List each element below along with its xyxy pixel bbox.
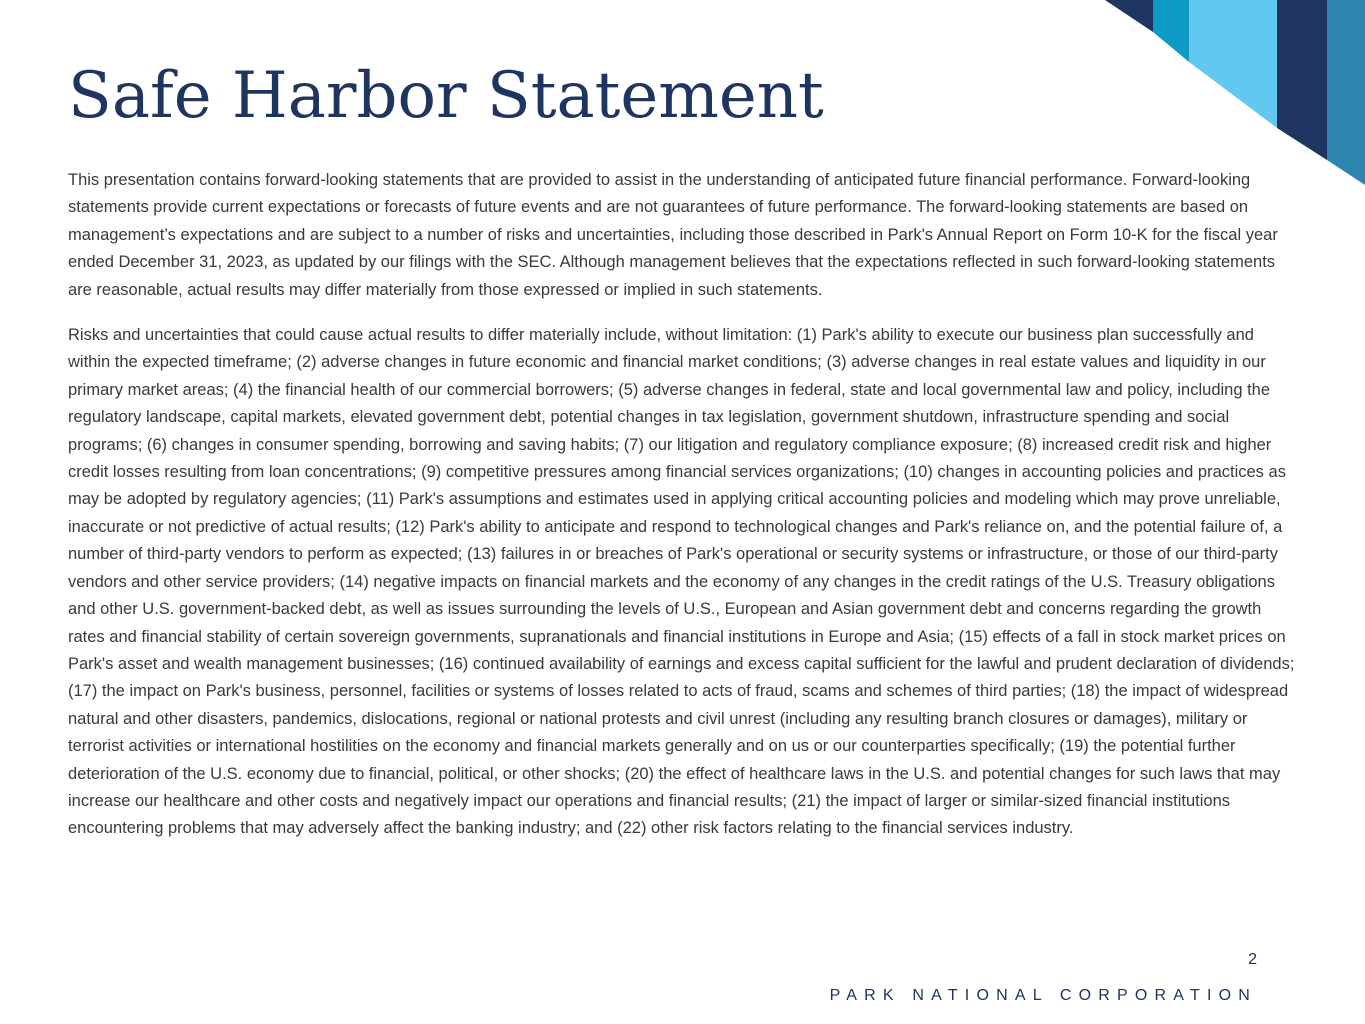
forward-looking-paragraph: This presentation contains forward-looking statements that are provided to assist in the understanding of anticipated future financial performance. Forward-looking statements provide current expectations or forecasts of future events and are not guarantees of future performance. The forward-looking statements are based on management’s expectations and are subject to a number of risks and uncertainties, including those described in Park's Annual Report on Form 10-K for the fiscal year ended December 31, 2023, as updated by our filings with the SEC. Although management believes that the expectations reflected in such forward-looking statements are reasonable, actual results may differ materially from those expressed or implied in such statements.	[68, 171, 1278, 299]
risks-paragraph: Risks and uncertainties that could cause actual results to differ materially include, without limitation: (1) Park's ability to execute our business plan successfully and within the expected timeframe; (2) adverse changes in future economic and financial market conditions; (3) adverse changes in real estate values and liquidity in our primary market areas; (4) the financial health of our commercial borrowers; (5) adverse changes in federal, state and local governmental law and policy, including the regulatory landscape, capital markets, elevated government debt, potential changes in tax legislation, government shutdown, infrastructure spending and social programs; (6) changes in consumer spending, borrowing and saving habits; (7) our litigation and regulatory compliance exposure; (8) increased credit risk and higher credit losses resulting from loan concentrations; (9) competitive pressures among financial services organizations; (10) changes in accounting policies and practices as may be adopted by regulatory agencies; (11) Park's assumptions and estimates used in applying critical accounting policies and modeling which may prove unreliable, inaccurate or not predictive of actual results; (12) Park's ability to anticipate and respond to technological changes and Park's reliance on, and the potential failure of, a number of third-party vendors to perform as expected; (13) failures in or breaches of Park's operational or security systems or infrastructure, or those of our third-party vendors and other service providers; (14) negative impacts on financial markets and the economy of any changes in the credit ratings of the U.S. Treasury obligations and other U.S. government-backed debt, as well as issues surrounding the levels of U.S., European and Asian government debt and concerns regarding the growth rates and financial stability of certain sovereign governments, supranationals and financial institutions in Europe and Asia; (15) effects of a fall in stock market prices on Park's asset and wealth management businesses; (16) continued availability of earnings and excess capital sufficient for the lawful and prudent declaration of dividends; (17) the impact on Park's business, personnel, facilities or systems of losses related to acts of fraud, scams and schemes of third parties; (18) the impact of widespread natural and other disasters, pandemics, dislocations, regional or national protests and civil unrest (including any resulting branch closures or damages), military or terrorist activities or international hostilities on the economy and financial markets generally and on us or our counterparties specifically; (19) the potential further deterioration of the U.S. economy due to financial, political, or other shocks; (20) the effect of healthcare laws in the U.S. and potential changes for such laws that may increase our healthcare and other costs and negatively impact our operations and financial results; (21) the impact of larger or similar-sized financial institutions encountering problems that may adversely affect the banking industry; and (22) other risk factors relating to the financial services industry.	[68, 326, 1295, 838]
slide-title: Safe Harbor Statement	[68, 59, 824, 133]
page-number: 2	[1248, 951, 1257, 968]
corner-decoration	[1105, 0, 1365, 185]
corner-stripe-navy-right	[1277, 0, 1327, 160]
corner-stripe-navy-left	[1105, 0, 1153, 32]
corner-stripe-light-blue	[1189, 0, 1277, 128]
corner-stripe-steel-blue	[1327, 0, 1365, 185]
safe-harbor-body	[68, 167, 1300, 861]
company-name-footer: PARK NATIONAL CORPORATION	[829, 987, 1257, 1004]
corner-stripe-teal	[1153, 0, 1189, 62]
